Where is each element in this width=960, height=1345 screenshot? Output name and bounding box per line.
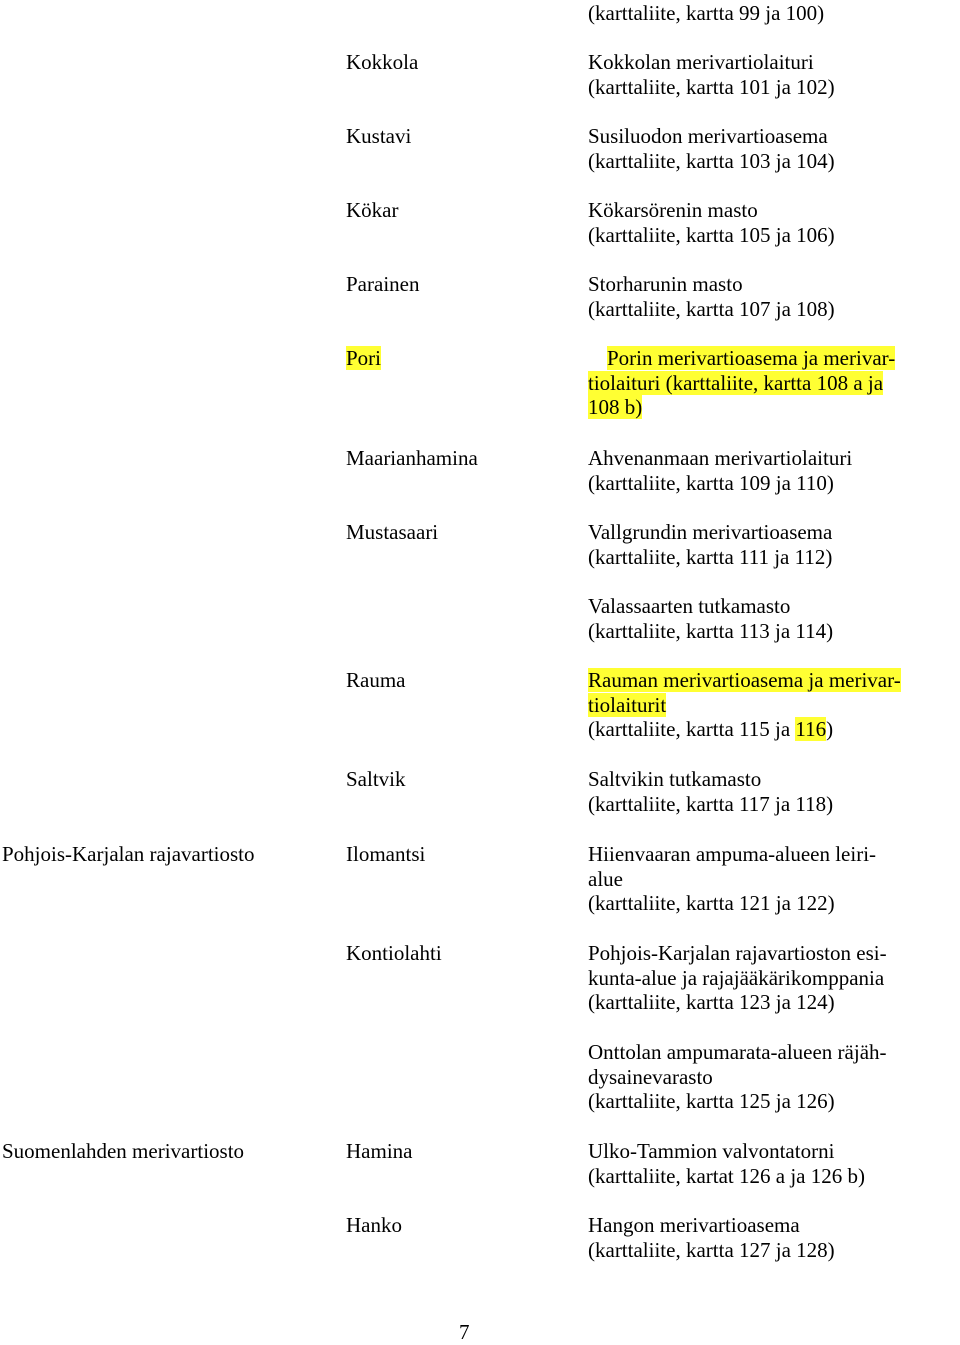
map-reference: (karttaliite, kartta 101 ja 102) bbox=[588, 74, 835, 99]
site-name-continued: alue bbox=[588, 866, 623, 891]
site-saltvik bbox=[588, 767, 833, 816]
site-parainen bbox=[588, 272, 835, 321]
site-maarianhamina bbox=[588, 446, 852, 495]
map-reference: (karttaliite, kartta 113 ja 114) bbox=[588, 618, 834, 643]
site-ilomantsi bbox=[588, 842, 876, 916]
site-hanko bbox=[588, 1213, 835, 1262]
highlighted-text: tiolaituri (karttaliite, kartta 108 a ja bbox=[588, 370, 884, 395]
map-reference: (karttaliite, kartta 123 ja 124) bbox=[588, 990, 835, 1014]
site-name: Hiienvaaran ampuma-alueen leiri- bbox=[588, 842, 877, 866]
map-reference-continued bbox=[588, 395, 895, 420]
site-kustavi bbox=[588, 124, 835, 173]
location-parainen: Parainen bbox=[346, 272, 420, 296]
map-reference bbox=[588, 717, 901, 742]
map-reference-suffix: ) bbox=[826, 717, 834, 741]
highlighted-text: Rauman merivartioasema ja merivar- bbox=[588, 668, 901, 692]
highlighted-text: tiolaiturit bbox=[588, 692, 667, 717]
site-name: Onttolan ampumarata-alueen räjäh- bbox=[588, 1040, 887, 1064]
site-name: Saltvikin tutkamasto bbox=[588, 767, 762, 791]
map-reference: (karttaliite, kartta 121 ja 122) bbox=[588, 891, 835, 915]
site-valassaaret bbox=[588, 594, 833, 643]
site-name: Kokkolan merivartiolaituri bbox=[588, 50, 814, 74]
unit-pohjois-karjalan-rajavartiosto: Pohjois-Karjalan rajavartiosto bbox=[2, 842, 255, 866]
site-name: Vallgrundin merivartioasema bbox=[588, 520, 833, 544]
map-reference: (karttaliite, kartta 127 ja 128) bbox=[588, 1237, 835, 1262]
site-name: Storharunin masto bbox=[588, 272, 743, 296]
map-reference: (karttaliite, kartta 117 ja 118) bbox=[588, 791, 834, 816]
site-name-continued bbox=[588, 371, 895, 396]
location-kustavi: Kustavi bbox=[346, 124, 412, 148]
map-reference: (karttaliite, kartta 105 ja 106) bbox=[588, 222, 835, 247]
highlighted-text: Porin merivartioasema ja merivar- bbox=[607, 346, 896, 370]
map-reference: (karttaliite, kartta 111 ja 112) bbox=[588, 544, 833, 569]
location-kokar: Kökar bbox=[346, 198, 399, 222]
site-kontiolahti bbox=[588, 941, 887, 1015]
site-pori bbox=[588, 346, 895, 420]
site-name: Susiluodon merivartioasema bbox=[588, 124, 828, 148]
site-name: Pohjois-Karjalan rajavartioston esi- bbox=[588, 941, 887, 965]
map-reference: (karttaliite, kartta 125 ja 126) bbox=[588, 1089, 835, 1113]
location-pori bbox=[346, 346, 381, 371]
location-mustasaari: Mustasaari bbox=[346, 520, 439, 544]
site-name: Hangon merivartioasema bbox=[588, 1213, 800, 1237]
site-name bbox=[588, 346, 895, 371]
location-kokkola: Kokkola bbox=[346, 50, 419, 74]
highlighted-text: 116 bbox=[795, 717, 827, 741]
site-name-continued bbox=[588, 693, 901, 718]
location-rauma: Rauma bbox=[346, 668, 406, 692]
location-hanko: Hanko bbox=[346, 1213, 402, 1237]
site-hamina bbox=[588, 1139, 865, 1188]
site-name-continued: kunta-alue ja rajajääkärikomppania bbox=[588, 965, 885, 990]
map-reference: (karttaliite, kartat 126 a ja 126 b) bbox=[588, 1163, 865, 1188]
location-kontiolahti: Kontiolahti bbox=[346, 941, 442, 965]
location-hamina: Hamina bbox=[346, 1139, 413, 1163]
site-rauma bbox=[588, 668, 901, 742]
site-name: Ahvenanmaan merivartiolaituri bbox=[588, 446, 853, 470]
page-number: 7 bbox=[459, 1320, 470, 1344]
highlighted-text: 108 b) bbox=[588, 395, 643, 419]
site-name: Kökarsörenin masto bbox=[588, 198, 758, 222]
location-ilomantsi: Ilomantsi bbox=[346, 842, 426, 866]
site-name: Ulko-Tammion valvontatorni bbox=[588, 1139, 835, 1163]
site-onttola bbox=[588, 1040, 887, 1114]
continued-map-reference: (karttaliite, kartta 99 ja 100) bbox=[588, 1, 825, 25]
location-saltvik: Saltvik bbox=[346, 767, 406, 791]
map-reference: (karttaliite, kartta 107 ja 108) bbox=[588, 296, 835, 321]
site-kokar bbox=[588, 198, 835, 247]
site-kokkola bbox=[588, 50, 835, 99]
highlighted-text: Pori bbox=[346, 346, 382, 370]
map-reference-prefix: (karttaliite, kartta 115 ja bbox=[588, 717, 796, 741]
unit-suomenlahden-merivartiosto: Suomenlahden merivartiosto bbox=[2, 1139, 245, 1163]
map-reference: (karttaliite, kartta 109 ja 110) bbox=[588, 470, 834, 495]
map-reference: (karttaliite, kartta 103 ja 104) bbox=[588, 148, 835, 173]
location-maarianhamina: Maarianhamina bbox=[346, 446, 478, 470]
site-mustasaari bbox=[588, 520, 832, 569]
site-name-continued: dysainevarasto bbox=[588, 1064, 713, 1089]
site-name: Valassaarten tutkamasto bbox=[588, 594, 791, 618]
site-name bbox=[588, 668, 901, 693]
